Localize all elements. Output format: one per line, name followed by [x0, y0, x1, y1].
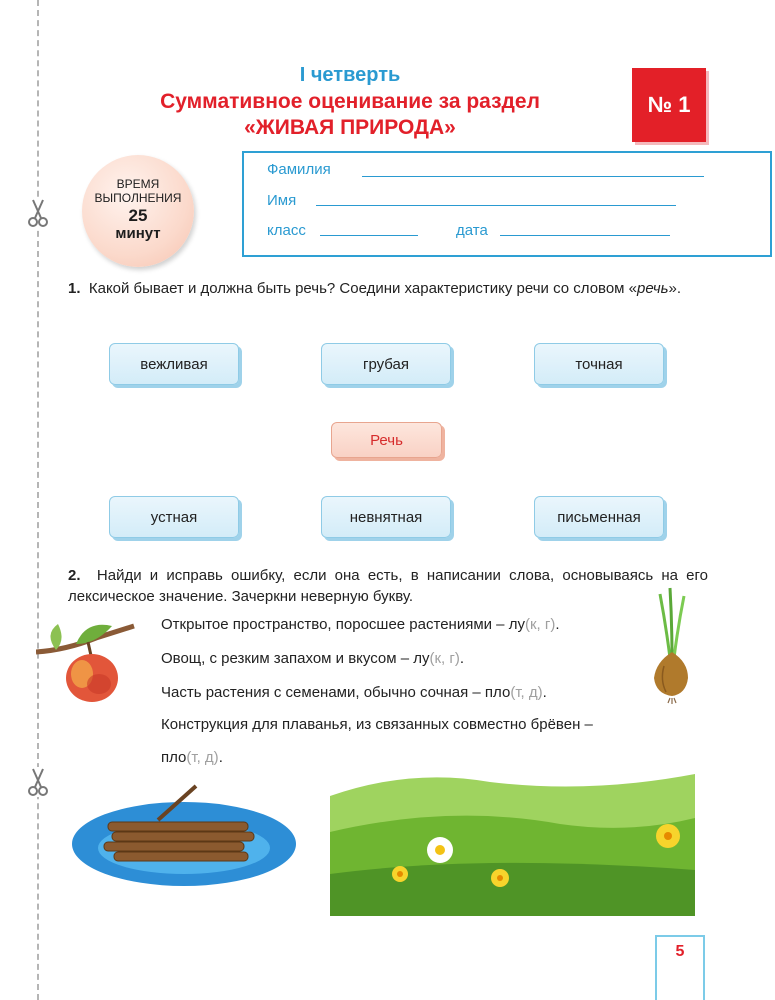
task2-line — [161, 616, 559, 633]
name-field[interactable] — [316, 205, 676, 206]
timer-label: ВРЕМЯ — [116, 177, 160, 191]
task2-question — [68, 565, 708, 607]
timer-label: ВЫПОЛНЕНИЯ — [94, 191, 182, 205]
task1-emphasis: речь — [637, 280, 669, 297]
meadow-illustration — [330, 766, 695, 916]
letter-options[interactable]: (т, д) — [510, 684, 543, 701]
letter-options[interactable]: (к, г) — [524, 616, 556, 633]
section-name: «ЖИВАЯ ПРИРОДА» — [244, 116, 456, 139]
task2-line — [161, 684, 547, 701]
letter-options[interactable]: (т, д) — [186, 749, 219, 766]
line-end: . — [218, 749, 223, 766]
task2-line — [161, 650, 464, 667]
line-text: Часть растения с семенами, обычно сочная – пло — [161, 684, 511, 701]
scissors-icon — [25, 198, 51, 228]
task1-text-end: ». — [668, 280, 682, 297]
center-word-card[interactable]: Речь — [331, 422, 442, 458]
quarter-title: I четверть — [299, 64, 401, 86]
word-card[interactable]: вежливая — [109, 343, 239, 385]
word-card[interactable]: невнятная — [321, 496, 451, 538]
timer-unit: минут — [115, 225, 161, 242]
apple-branch-illustration — [36, 620, 136, 710]
word-card[interactable]: устная — [109, 496, 239, 538]
name-label: Имя — [267, 192, 297, 209]
onion-illustration — [648, 586, 696, 704]
page-number: 5 — [655, 935, 705, 1000]
word-card[interactable]: грубая — [321, 343, 451, 385]
task-number: 2. — [68, 567, 81, 584]
line-end: . — [555, 616, 560, 633]
class-label: класс — [267, 222, 306, 239]
time-limit-badge — [82, 155, 194, 267]
class-field[interactable] — [320, 235, 418, 236]
cut-line — [37, 0, 39, 1000]
line-text: Конструкция для плаванья, из связанных совместно брёвен – — [161, 716, 593, 733]
task2-text: Найди и исправь ошибку, если она есть, в написании слова, основываясь на его лексическое значение. Зачеркни неверную букву. — [68, 567, 708, 605]
timer-minutes: 25 — [128, 206, 148, 225]
date-field[interactable] — [500, 235, 670, 236]
raft-illustration — [68, 782, 300, 888]
line-end: . — [459, 650, 465, 667]
assessment-number-badge: № 1 — [632, 68, 706, 142]
letter-options[interactable]: (к, г) — [429, 650, 460, 667]
scissors-icon — [25, 767, 51, 797]
task2-line — [161, 716, 593, 733]
section-title: Суммативное оценивание за раздел — [160, 90, 540, 113]
surname-label: Фамилия — [267, 161, 331, 178]
word-card[interactable]: письменная — [534, 496, 664, 538]
surname-field[interactable] — [362, 176, 704, 177]
date-label: дата — [456, 222, 488, 239]
line-text: Открытое пространство, поросшее растениями – лу — [161, 616, 525, 633]
task1-text: Какой бывает и должна быть речь? Соедини характеристику речи со словом « — [88, 280, 638, 297]
student-info-form — [242, 151, 772, 257]
word-card[interactable]: точная — [534, 343, 664, 385]
task-number: 1. — [68, 280, 81, 297]
task2-line — [161, 749, 223, 766]
line-text: пло — [161, 749, 187, 766]
task1-question — [68, 278, 708, 299]
line-end: . — [542, 684, 547, 701]
line-text: Овощ, с резким запахом и вкусом – лу — [161, 650, 430, 667]
